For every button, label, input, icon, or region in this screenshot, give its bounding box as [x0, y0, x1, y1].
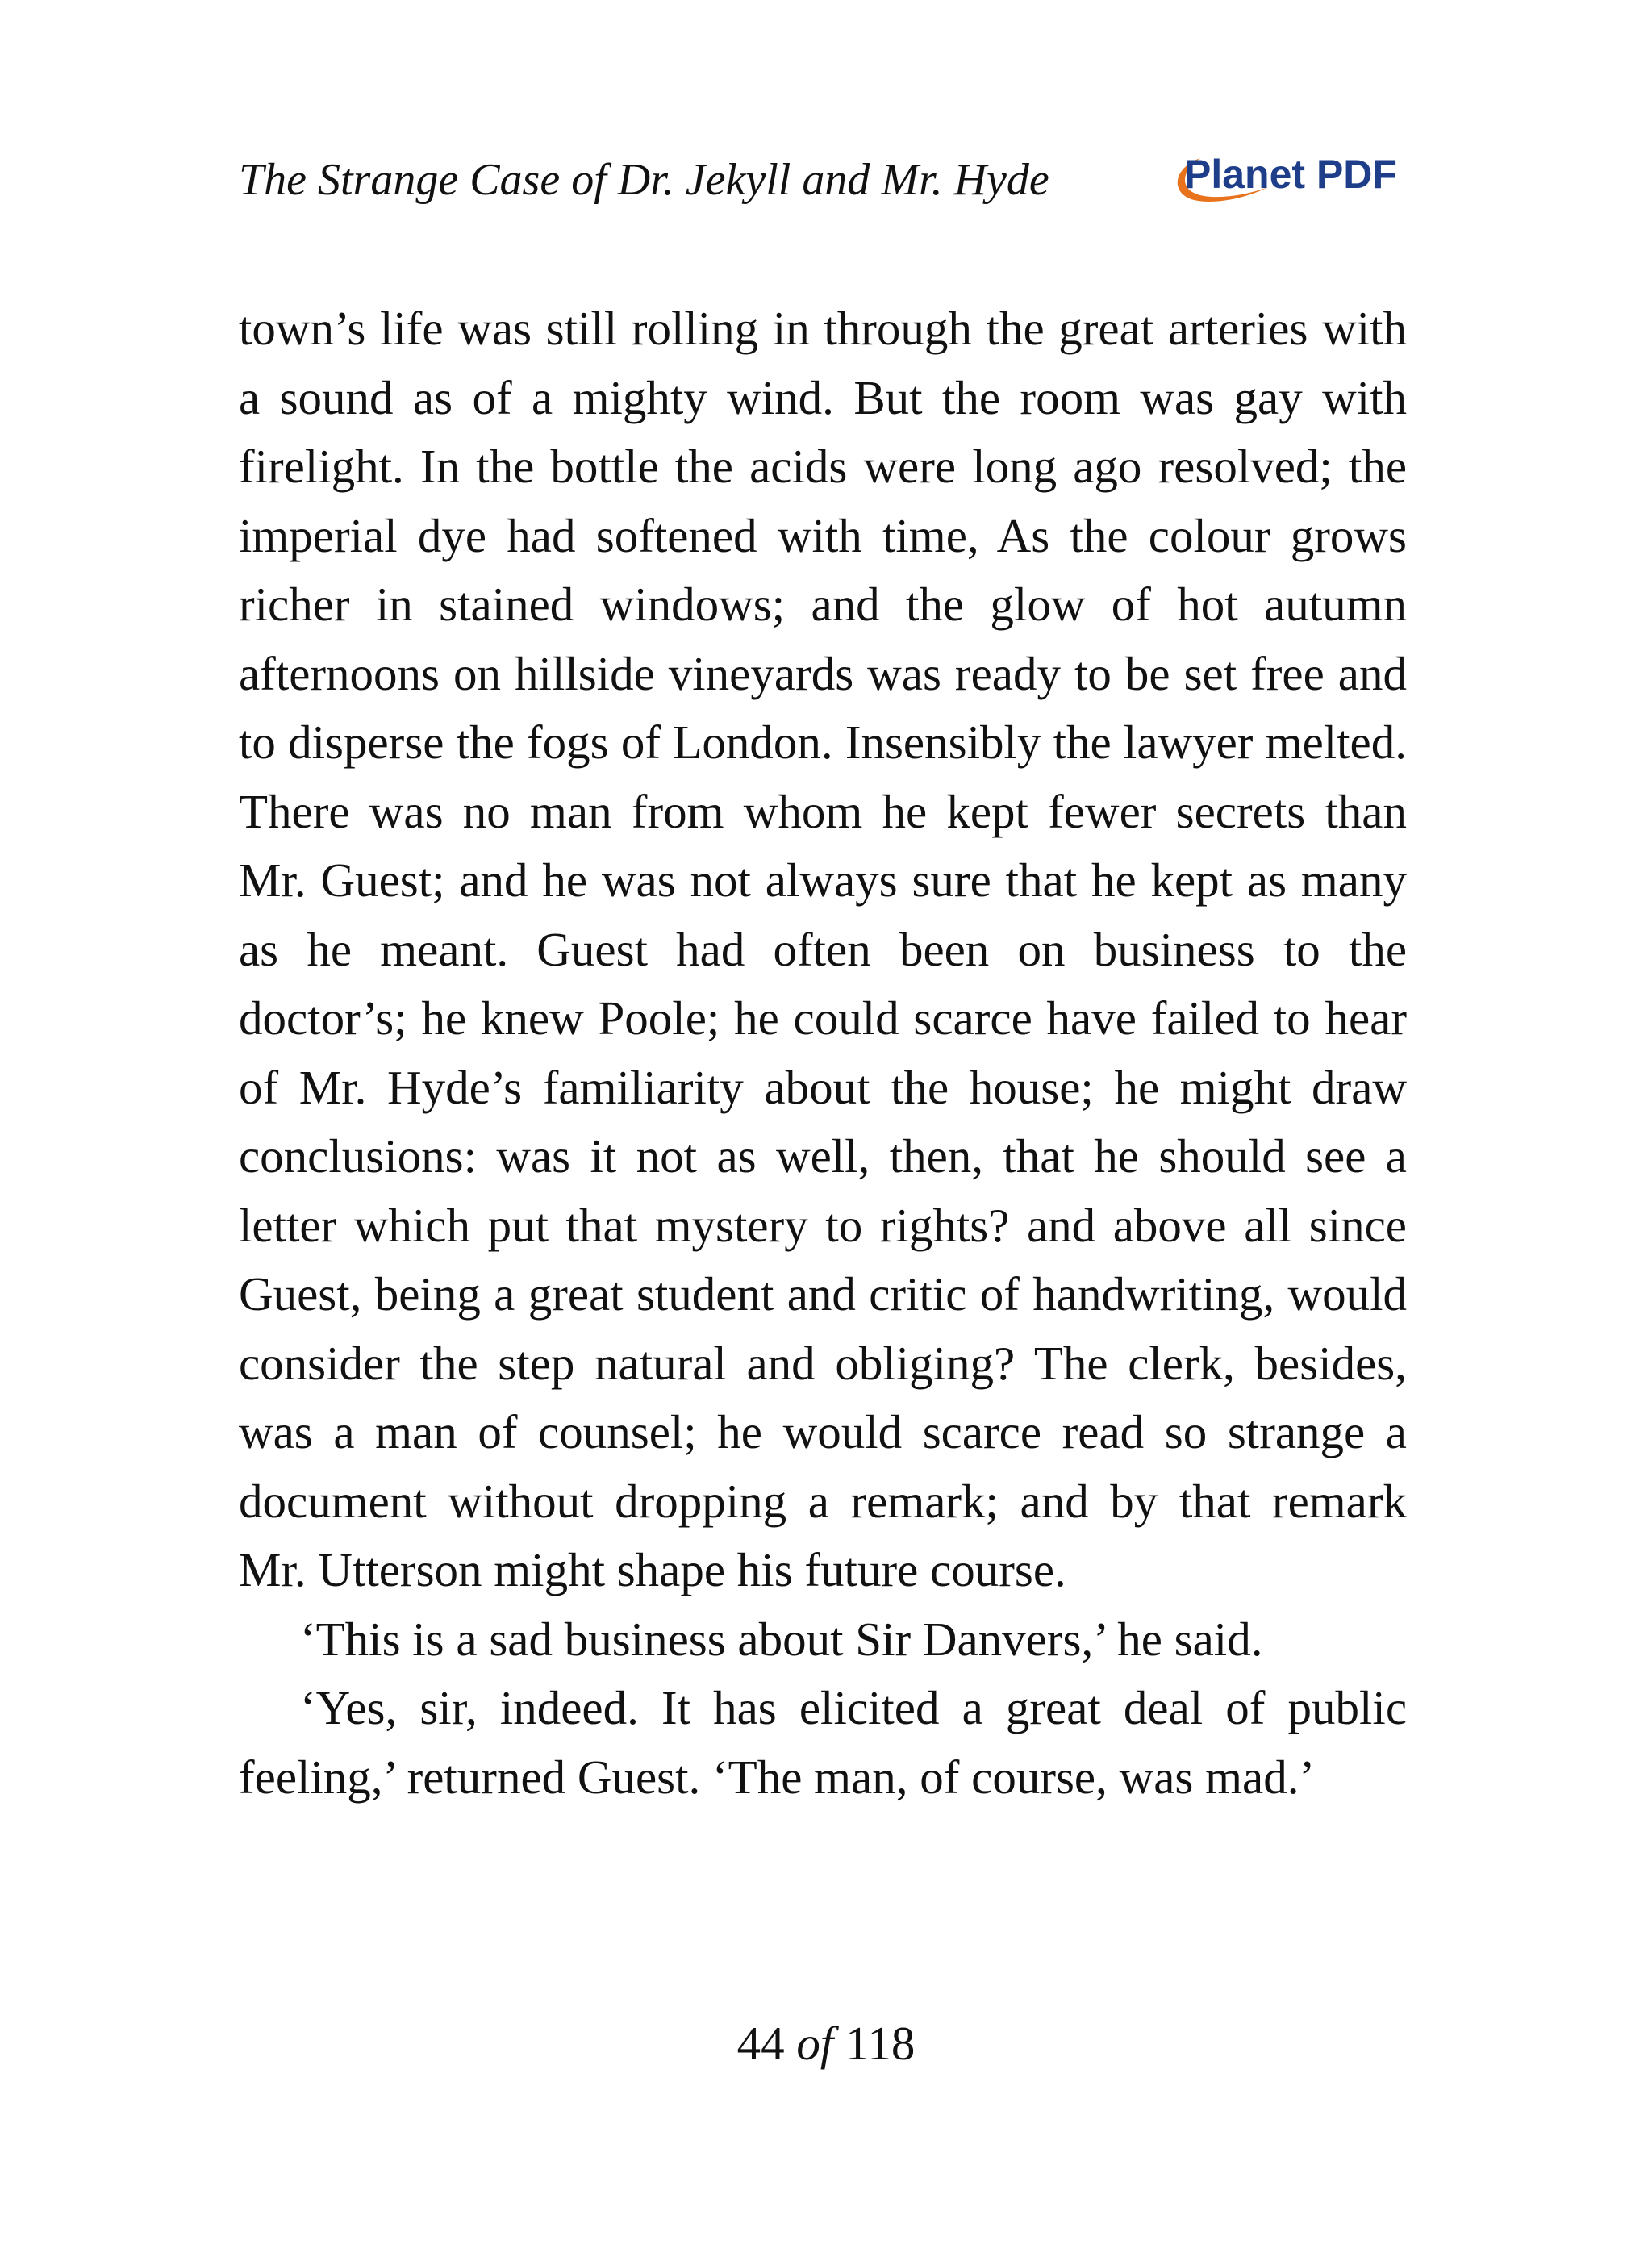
page-number — [0, 2015, 1652, 2072]
page-of-label: of — [796, 2017, 834, 2070]
current-page: 44 — [736, 2017, 785, 2070]
total-pages: 118 — [845, 2017, 916, 2070]
logo-text: Planet PDF — [1184, 152, 1397, 197]
paragraph: ‘Yes, sir, indeed. It has elicited a great deal of public feeling,’ returned Guest. ‘The man, of course, was mad.’ — [239, 1681, 1407, 1804]
paragraph: ‘This is a sad business about Sir Danvers,’ he said. — [300, 1612, 1263, 1666]
planet-pdf-logo — [1165, 144, 1407, 216]
paragraph: town’s life was still rolling in through the great arteries with a sound as of a mighty wind. But the room was gay with firelight. In the bottle the acids were long ago resolved; the imperial dye had softened with time, As the colour grows richer in stained windows; and the glow of hot autumn afternoons on hillside vineyards was ready to be set free and to disperse the fogs of London. Insensibly the lawyer melted. There was no man from whom he kept fewer secrets than Mr. Guest; and he was not always sure that he kept as many as he meant. Guest had often been on business to the doctor’s; he knew Poole; he could scarce have failed to hear of Mr. Hyde’s familiarity about the house; he might draw conclusions: was it not as well, then, that he should see a letter which put that mystery to rights? and above all since Guest, being a great student and critic of handwriting, would consider the step natural and obliging? The clerk, besides, was a man of counsel; he would scarce read so strange a document without dropping a remark; and by that remark Mr. Utterson might shape his future course. — [239, 302, 1407, 1596]
book-title: The Strange Case of Dr. Jekyll and Mr. Hyde — [239, 155, 1049, 205]
page-header — [239, 144, 1407, 216]
page-body — [239, 294, 1407, 1812]
